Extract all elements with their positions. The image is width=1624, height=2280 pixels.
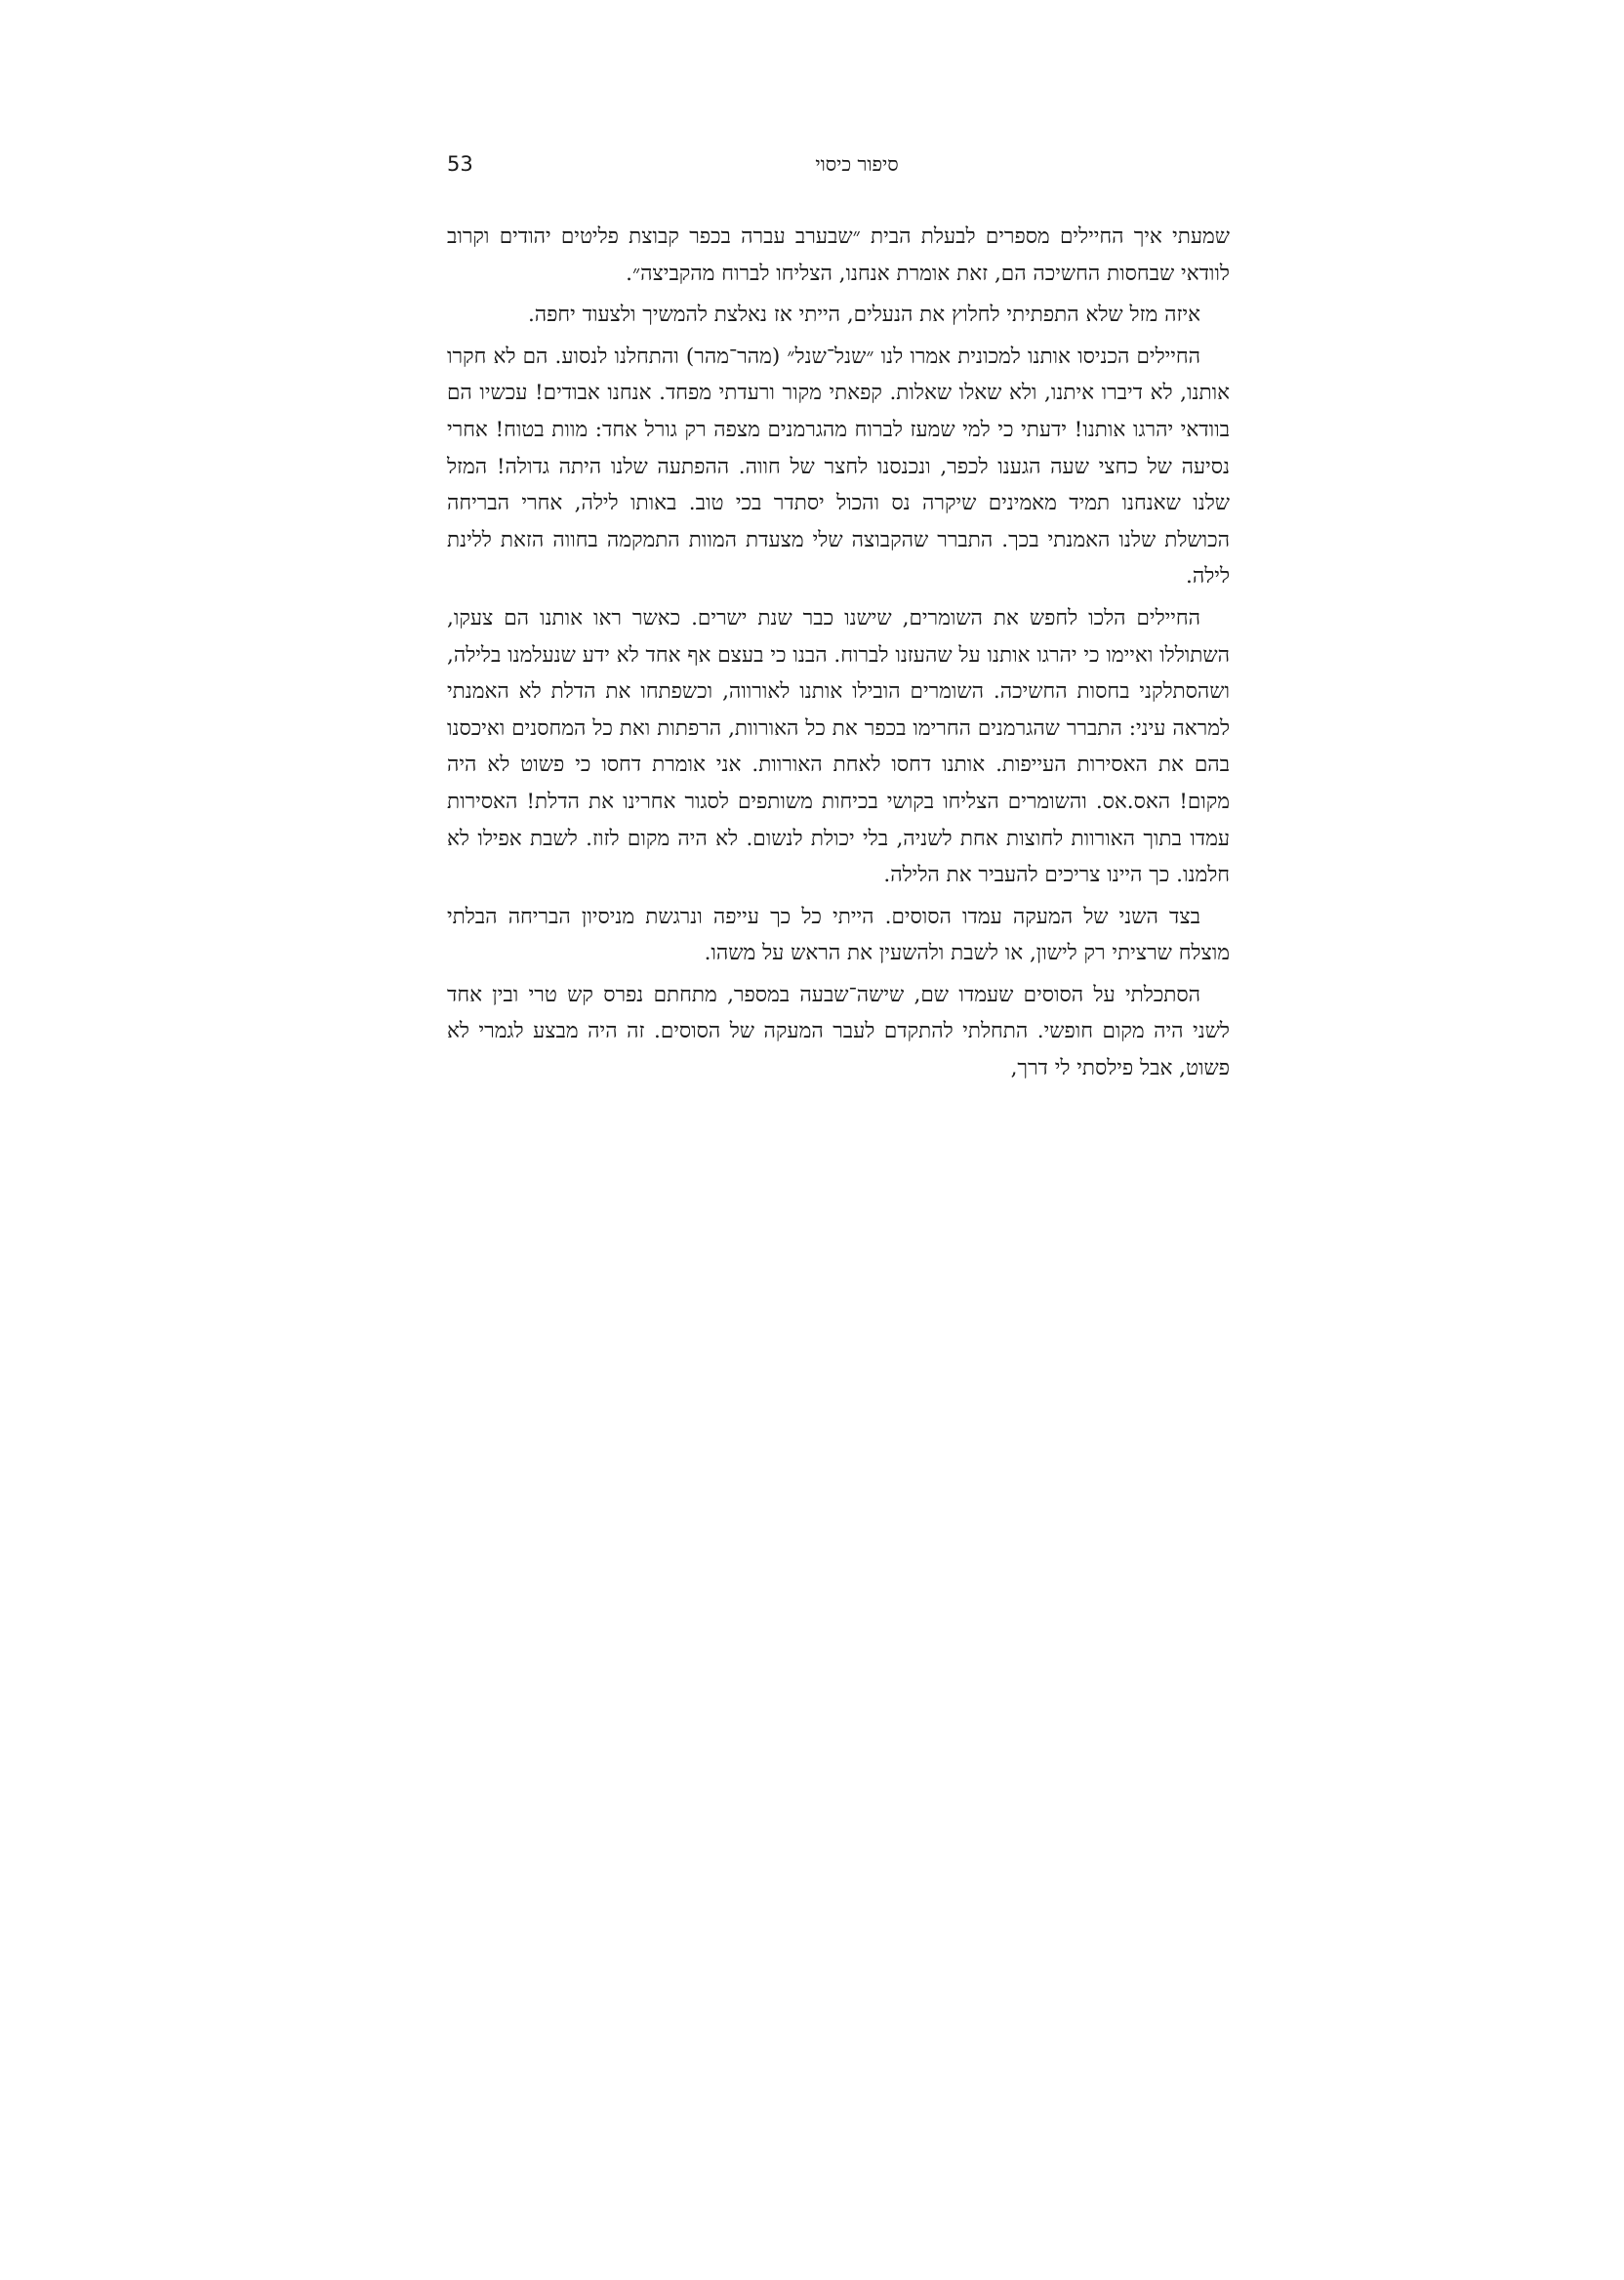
page-number: 53 bbox=[447, 152, 473, 176]
paragraph-4: החיילים הלכו לחפש את השומרים, שישנו כבר שנת ישרים. כאשר ראו אותנו הם צעקו, השתוללו ואיימו כי יהרגו אותנו על שהעזנו לברוח. הבנו כי בעצם אף אחד לא ידע שנעלמנו בלילה, ושהסתלקני בחסות החשיכה. השומרים הובילו אותנו לאורווה, וכשפתחו את הדלת לא האמנתי למראה עיני: התברר שהגרמנים החרימו בכפר את כל האורוות, הרפתות ואת כל המחסנים ואיכסנו בהם את האסירות העייפות. אותנו דחסו לאחת האורוות. אני אומרת דחסו כי פשוט לא היה מקום! האס.אס. והשומרים הצליחו בקושי בכיחות משותפים לסגור אחרינו את הדלת! האסירות עמדו בתוך האורוות לחוצות אחת לשניה, בלי יכולת לנשום. לא היה מקום לזוז. לשבת אפילו לא חלמנו. כך היינו צריכים להעביר את הלילה. bbox=[447, 605, 1230, 888]
paragraph-6: הסתכלתי על הסוסים שעמדו שם, שישה־שבעה במספר, מתחתם נפרס קש טרי ובין אחד לשני היה מקום חופשי. התחלתי להתקדם לעבר המעקה של הסוסים. זה היה מבצע לגמרי לא פשוט, אבל פילסתי לי דרך, bbox=[447, 982, 1230, 1081]
paragraph-2: איזה מזל שלא התפתיתי לחלוץ את הנעלים, הייתי אז נאלצת להמשיך ולצעוד יחפה. bbox=[527, 303, 1200, 328]
paragraph-3: החיילים הכניסו אותנו למכונית אמרו לנו ״שנל־שנל״ (מהר־מהר) והתחלנו לנסוע. הם לא חקרו אותנו, לא דיברו איתנו, ולא שאלו שאלות. קפאתי מקור ורעדתי מפחד. אנחנו אבודים! עכשיו הם בוודאי יהרגו אותנו! ידעתי כי למי שמעז לברוח מהגרמנים מצפה רק גורל אחד: מוות בטוח! אחרי נסיעה של כחצי שעה הגענו לכפר, ונכנסנו לחצר של חווה. ההפתעה שלנו היתה גדולה! המזל שלנו שאנחנו תמיד מאמינים שיקרה נס והכול יסתדר בכי טוב. באותו לילה, אחרי הבריחה הכושלת שלנו האמנתי בכך. התברר שהקבוצה שלי מצעדת המוות התמקמה בחווה הזאת ללינת לילה. bbox=[447, 344, 1230, 590]
paragraph-1: שמעתי איך החיילים מספרים לבעלת הבית ״שבערב עברה בכפר קבוצת פליטים יהודים וקרוב לוודאי שבחסות החשיכה הם, זאת אומרת אנחנו, הצליחו לברוח מהקביצה״. bbox=[447, 224, 1230, 286]
body-text bbox=[447, 219, 1230, 1092]
page-header bbox=[447, 146, 1230, 185]
running-title: סיפור כיסוי bbox=[815, 152, 899, 176]
paragraph-5: בצד השני של המעקה עמדו הסוסים. הייתי כל כך עייפה ונרגשת מניסיון הבריחה הבלתי מוצלח שרציתי רק לישון, או לשבת ולהשעין את הראש על משהו. bbox=[447, 904, 1230, 966]
